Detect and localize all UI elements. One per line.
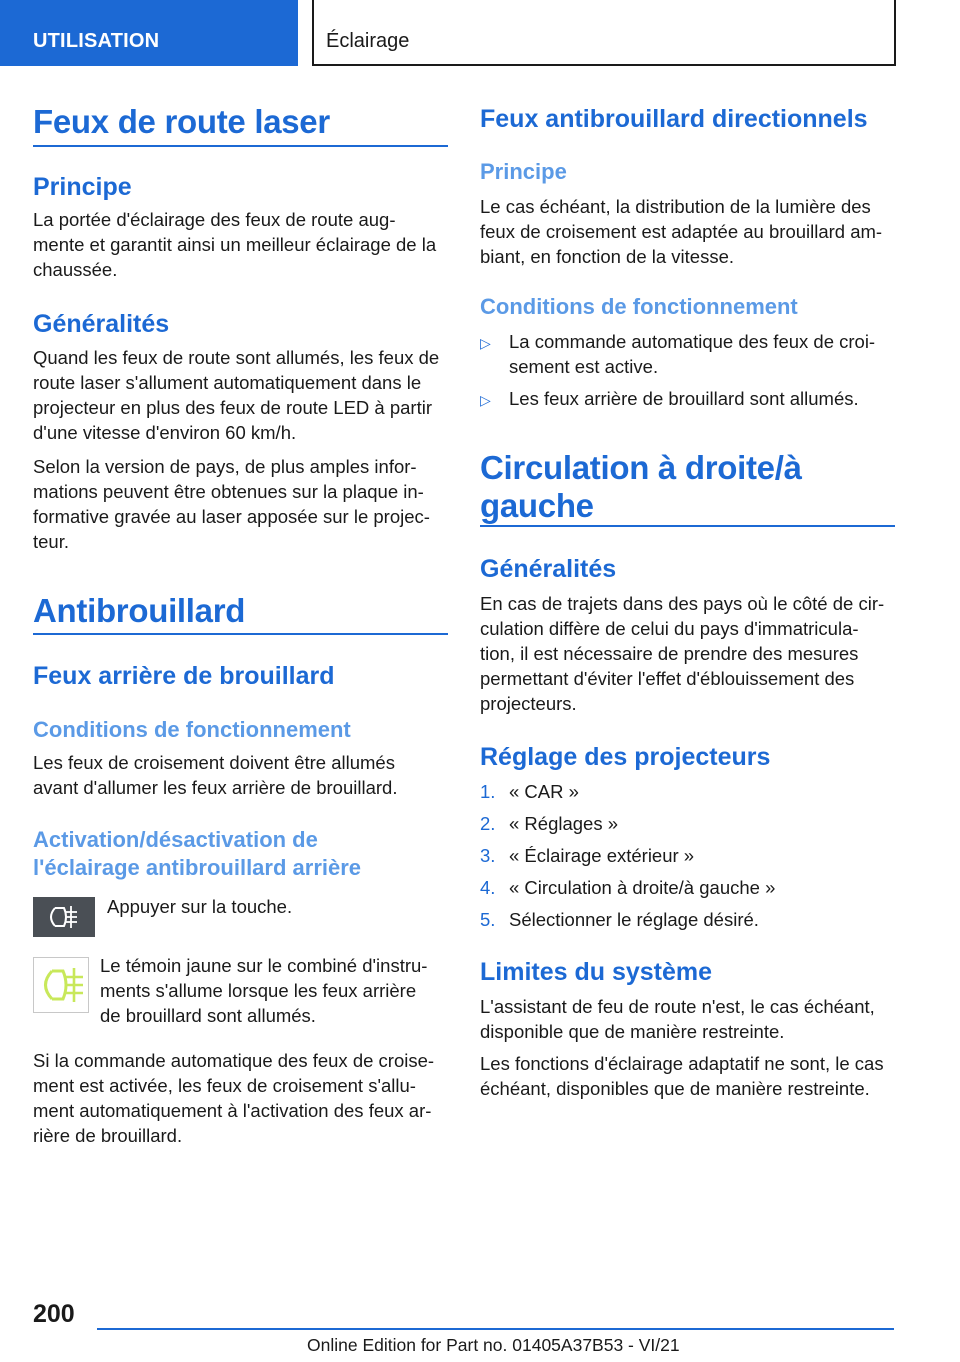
rear-conditions-text: Les feux de croisement doivent être allumés avant d'allumer les feux arrière de brouillard.: [33, 752, 398, 798]
heading-directional-conditions: Conditions de fonctionnement: [480, 294, 798, 319]
traffic-general-text: En cas de trajets dans des pays où le côté de cir- culation diffère de celui du pays d'immatricula- tion, il est nécessaire de prendre des mesures permettant d'éviter l'effet d'éblouissement des projecteurs.: [480, 593, 885, 714]
heading-laser-high-beam: Feux de route laser: [33, 103, 330, 140]
heading-traffic-side: Circulation à droite/à gauche: [480, 449, 802, 524]
step-text: « Éclairage extérieur »: [509, 845, 695, 866]
step-number: 3.: [480, 845, 496, 866]
step-text: Sélectionner le réglage désiré.: [509, 909, 759, 930]
bullet-arrow-icon: ▷: [480, 392, 491, 408]
rear-fog-indicator-icon: [33, 957, 89, 1013]
header-topic-label: Éclairage: [326, 30, 410, 52]
auto-activation-text: Si la commande automatique des feux de croise- ment est activée, les feux de croisement s'allu- ment automatiquement à l'activation des feux ar- rière de brouillard.: [33, 1050, 435, 1146]
indicator-text: Le témoin jaune sur le combiné d'instru- ments s'allume lorsque les feux arrière de brouillard sont allumés.: [100, 955, 428, 1026]
heading-rule: [33, 633, 448, 635]
step-number: 2.: [480, 813, 496, 834]
footer-rule: [97, 1328, 894, 1330]
step-text: « Circulation à droite/à gauche »: [509, 877, 776, 898]
heading-rule: [480, 525, 895, 527]
system-limits-text-1: L'assistant de feu de route n'est, le cas échéant, disponible que de manière restreinte.: [480, 996, 875, 1042]
system-limits-text-2: Les fonctions d'éclairage adaptatif ne sont, le cas échéant, disponibles que de manière restreinte.: [480, 1053, 884, 1099]
heading-directional-fog: Feux antibrouillard directionnels: [480, 105, 868, 133]
header-topic-box: [312, 0, 896, 66]
laser-general-text-2: Selon la version de pays, de plus amples infor- mations peuvent être obtenues sur la plaque in- formative gravée au laser apposée sur le projec- teur.: [33, 456, 430, 552]
step-number: 1.: [480, 781, 496, 802]
heading-rear-conditions: Conditions de fonctionnement: [33, 717, 351, 742]
heading-laser-principle: Principe: [33, 173, 132, 201]
header-section-tab: [0, 0, 298, 66]
step-number: 5.: [480, 909, 496, 930]
press-button-text: Appuyer sur la touche.: [107, 896, 293, 917]
laser-general-text-1: Quand les feux de route sont allumés, les feux de route laser s'allument automatiquement dans le projecteur en plus des feux de route LED à partir d'une vitesse d'environ 60 km/h.: [33, 347, 440, 443]
heading-headlight-adjustment: Réglage des projecteurs: [480, 743, 771, 771]
heading-rear-fog: Feux arrière de brouillard: [33, 662, 335, 690]
header-section-label: UTILISATION: [33, 30, 160, 52]
heading-directional-principle: Principe: [480, 159, 567, 184]
laser-principle-text: La portée d'éclairage des feux de route aug- mente et garantit ainsi un meilleur éclairage de la chaussée.: [33, 209, 437, 280]
footer-edition: Online Edition for Part no. 01405A37B53 - VI/21: [307, 1335, 680, 1355]
heading-rule: [33, 145, 448, 147]
rear-fog-button-icon: [33, 897, 95, 937]
list-item-text: Les feux arrière de brouillard sont allumés.: [509, 388, 859, 409]
heading-rear-activation: Activation/désactivation de l'éclairage antibrouillard arrière: [33, 827, 362, 880]
directional-principle-text: Le cas échéant, la distribution de la lumière des feux de croisement est adaptée au brouillard am- biant, en fonction de la vitesse.: [480, 196, 883, 267]
bullet-arrow-icon: ▷: [480, 335, 491, 351]
step-text: « CAR »: [509, 781, 579, 802]
heading-traffic-general: Généralités: [480, 555, 617, 583]
list-item-text: La commande automatique des feux de croi- sement est active.: [509, 331, 876, 377]
step-text: « Réglages »: [509, 813, 619, 834]
heading-fog-lights: Antibrouillard: [33, 592, 246, 629]
heading-system-limits: Limites du système: [480, 958, 713, 986]
step-number: 4.: [480, 877, 496, 898]
heading-laser-general: Généralités: [33, 310, 170, 338]
page-number: 200: [33, 1300, 75, 1328]
